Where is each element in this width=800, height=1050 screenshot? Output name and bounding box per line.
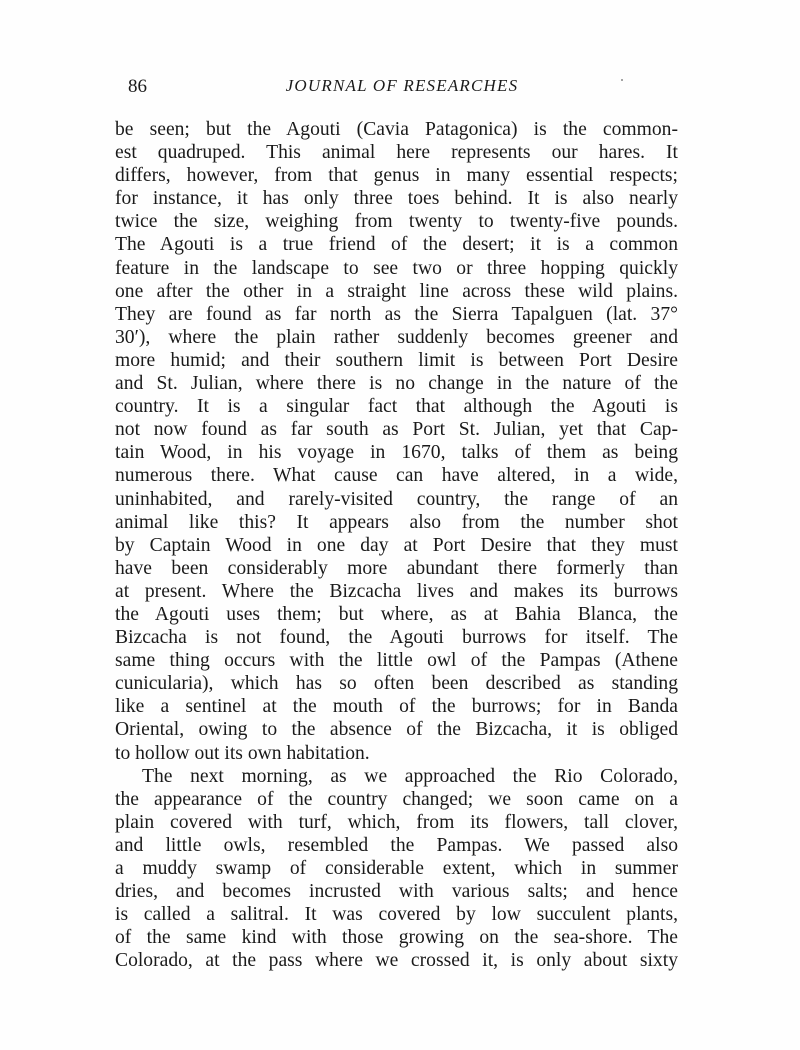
text-line: have been considerably more abundant there formerly than (115, 557, 678, 579)
text-line: tain Wood, in his voyage in 1670, talks of them as being (115, 442, 678, 464)
text-line: and St. Julian, where there is no change in the nature of the (115, 373, 678, 395)
text-line: Oriental, owing to the absence of the Bizcacha, it is obliged (115, 719, 678, 741)
text-line: 30′), where the plain rather suddenly becomes greener and (115, 326, 678, 348)
page-number: 86 (128, 76, 147, 97)
text-line: at present. Where the Bizcacha lives and makes its burrows (115, 580, 678, 602)
page-header (128, 76, 676, 106)
text-line: to hollow out its own habitation. (115, 742, 370, 764)
text-line: Colorado, at the pass where we crossed it, is only about sixty (115, 950, 678, 972)
text-line: and little owls, resembled the Pampas. We passed also (115, 834, 678, 856)
text-line: feature in the landscape to see two or three hopping quickly (115, 257, 678, 279)
body-text (115, 118, 678, 972)
paragraph-2 (115, 765, 678, 973)
text-line: cunicularia), which has so often been described as standing (115, 673, 678, 695)
text-line: for instance, it has only three toes behind. It is also nearly (115, 188, 678, 210)
text-line: plain covered with turf, which, from its flowers, tall clover, (115, 811, 678, 833)
text-line: numerous there. What cause can have altered, in a wide, (115, 465, 678, 487)
text-line: by Captain Wood in one day at Port Desire that they must (115, 534, 678, 556)
text-line: country. It is a singular fact that although the Agouti is (115, 396, 678, 418)
text-line: be seen; but the Agouti (Cavia Patagonica) is the common- (115, 119, 678, 140)
text-line: The next morning, as we approached the Rio Colorado, (142, 765, 678, 787)
text-line: the Agouti uses them; but where, as at Bahia Blanca, the (115, 603, 678, 625)
text-line: more humid; and their southern limit is between Port Desire (115, 349, 678, 371)
text-line: like a sentinel at the mouth of the burrows; for in Banda (115, 696, 678, 718)
text-line: The Agouti is a true friend of the desert; it is a common (115, 234, 678, 256)
text-line: dries, and becomes incrusted with various salts; and hence (115, 881, 678, 903)
text-line: is called a salitral. It was covered by low succulent plants, (115, 904, 678, 926)
text-line: uninhabited, and rarely-visited country, the range of an (115, 488, 678, 510)
text-line: not now found as far south as Port St. Julian, yet that Cap- (115, 419, 678, 441)
text-line: of the same kind with those growing on the sea-shore. The (115, 927, 678, 949)
text-line: est quadruped. This animal here represents our hares. It (115, 142, 678, 164)
paragraph-1 (115, 118, 678, 765)
text-line: twice the size, weighing from twenty to twenty-five pounds. (115, 211, 678, 233)
text-line: They are found as far north as the Sierra Tapalguen (lat. 37° (115, 303, 678, 325)
text-line: animal like this? It appears also from the number shot (115, 511, 678, 533)
running-head: JOURNAL OF RESEARCHES (285, 76, 519, 95)
text-line: same thing occurs with the little owl of the Pampas (Athene (115, 650, 678, 672)
text-line: differs, however, from that genus in many essential respects; (115, 165, 678, 187)
text-line: a muddy swamp of considerable extent, which in summer (115, 858, 678, 879)
text-line: one after the other in a straight line across these wild plains. (115, 280, 678, 302)
text-line: the appearance of the country changed; we soon came on a (115, 788, 678, 810)
text-line: Bizcacha is not found, the Agouti burrows for itself. The (115, 627, 678, 649)
